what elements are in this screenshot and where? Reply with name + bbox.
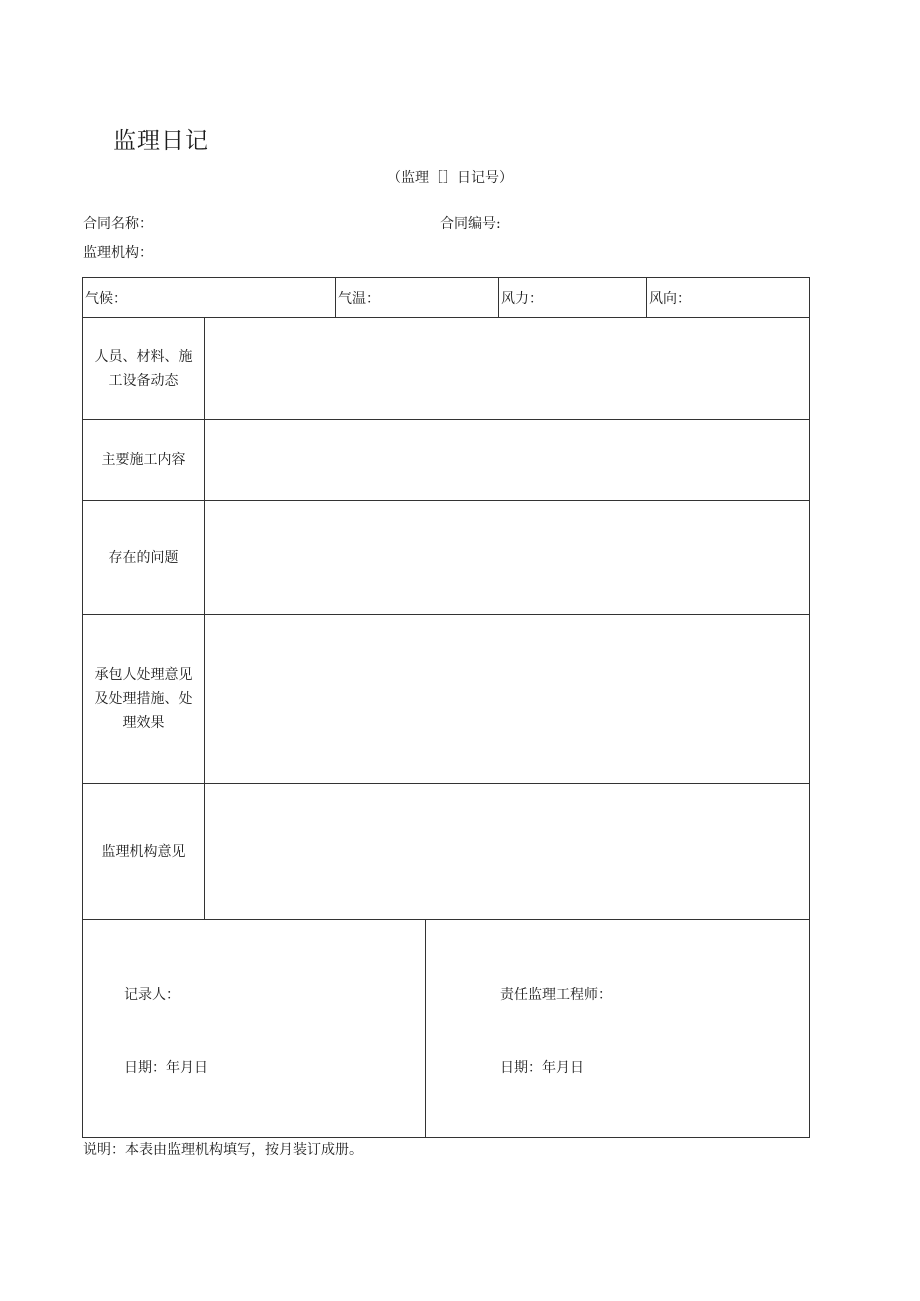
main-work-row	[83, 420, 810, 501]
personnel-content-cell[interactable]	[205, 318, 810, 420]
signature-row	[83, 920, 810, 1138]
personnel-row	[83, 318, 810, 420]
footer-note: 说明：本表由监理机构填写，按月装订成册。	[83, 1142, 363, 1158]
wind-force-label: 风力：	[501, 290, 543, 307]
supervision-org-label: 监理机构：	[83, 245, 153, 261]
personnel-label-line: 人员、材料、施	[94, 348, 193, 365]
weather-row	[83, 278, 810, 318]
personnel-label-line: 工设备动态	[108, 372, 179, 389]
contractor-row	[83, 615, 810, 784]
wind-force-cell[interactable]	[499, 278, 647, 318]
contractor-content-cell[interactable]	[205, 615, 810, 784]
recorder-cell[interactable]	[83, 920, 426, 1138]
engineer-label: 责任监理工程师：	[500, 987, 612, 1003]
recorder-label: 记录人：	[124, 987, 180, 1003]
main-work-label: 主要施工内容	[83, 420, 205, 501]
diary-table	[82, 277, 810, 1138]
wind-direction-cell[interactable]	[647, 278, 810, 318]
engineer-cell[interactable]	[426, 920, 810, 1138]
temperature-cell[interactable]	[336, 278, 499, 318]
engineer-date-label: 日期：年月日	[500, 1060, 584, 1076]
temperature-label: 气温：	[338, 290, 380, 307]
problems-row	[83, 501, 810, 615]
problems-label: 存在的问题	[83, 501, 205, 615]
problems-content-cell[interactable]	[205, 501, 810, 615]
contractor-label	[83, 615, 205, 784]
personnel-label	[83, 318, 205, 420]
recorder-date-label: 日期：年月日	[124, 1060, 208, 1076]
contract-name-label: 合同名称：	[83, 216, 153, 232]
wind-direction-label: 风向：	[649, 290, 691, 307]
diary-number-subtitle: （监理［］日记号）	[387, 170, 513, 186]
contractor-label-line: 承包人处理意见	[94, 667, 193, 683]
supervision-opinion-label: 监理机构意见	[83, 784, 205, 920]
supervision-opinion-content-cell[interactable]	[205, 784, 810, 920]
contractor-label-line: 理效果	[122, 715, 165, 731]
page-title: 监理日记	[113, 128, 209, 154]
contractor-label-line: 及处理措施、处	[94, 691, 193, 707]
climate-label: 气候：	[85, 290, 127, 307]
supervision-opinion-row	[83, 784, 810, 920]
main-work-content-cell[interactable]	[205, 420, 810, 501]
climate-cell[interactable]	[83, 278, 336, 318]
contract-number-label: 合同编号:	[440, 216, 501, 232]
